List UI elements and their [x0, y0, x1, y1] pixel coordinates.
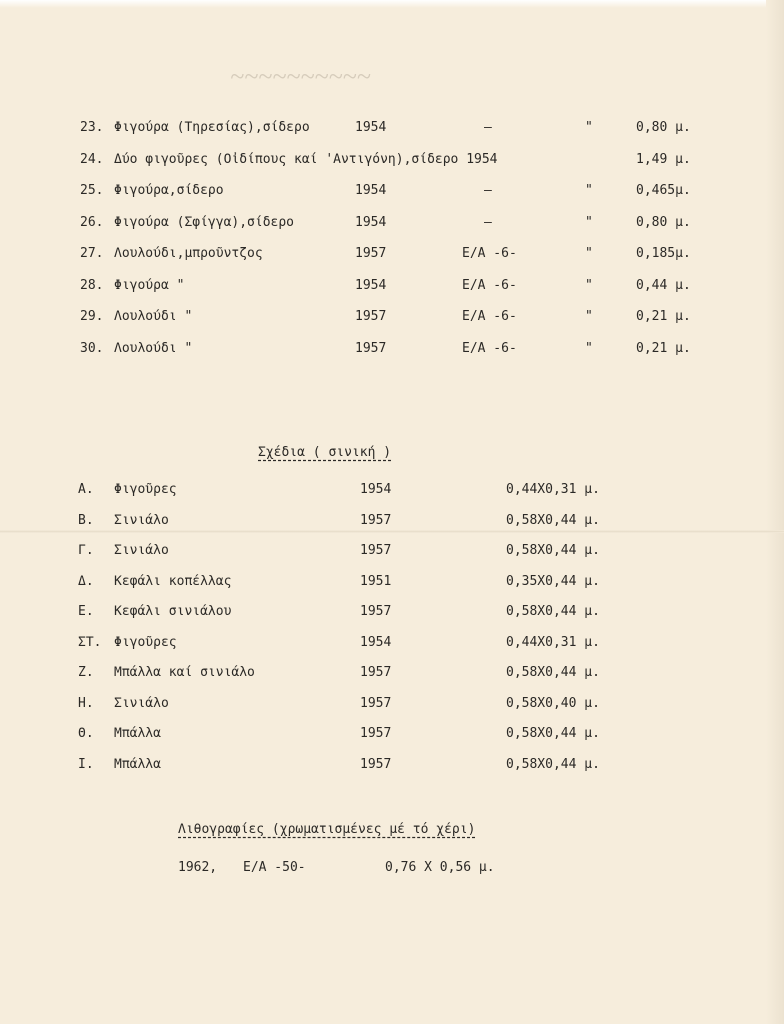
drawing-year: 1954 — [360, 634, 392, 650]
item-size: 1,49 μ. — [636, 151, 691, 167]
drawing-row — [0, 574, 784, 596]
drawing-row — [0, 543, 784, 565]
item-title: Φιγούρα " — [114, 277, 185, 293]
drawing-title: Σινιάλο — [114, 695, 169, 711]
sculpture-row — [0, 246, 784, 268]
drawing-title: Μπάλλα — [114, 756, 161, 772]
drawing-letter: H. — [78, 695, 94, 711]
sculpture-row — [0, 341, 784, 363]
page-top-edge — [0, 0, 784, 8]
item-number: 29. — [80, 309, 104, 324]
drawing-title: Φιγοῦρες — [114, 482, 177, 497]
sculpture-row — [0, 120, 784, 142]
drawing-row — [0, 696, 784, 718]
item-year: 1957 — [355, 246, 387, 261]
item-size: 0,21 μ. — [636, 340, 691, 356]
drawing-year: 1957 — [360, 665, 392, 680]
drawing-title: Σινιάλο — [114, 512, 169, 528]
item-number: 26. — [80, 214, 104, 230]
item-number: 30. — [80, 340, 104, 356]
drawing-title: Κεφάλι σινιάλου — [114, 604, 232, 619]
drawing-year: 1957 — [360, 726, 392, 741]
item-size: 0,44 μ. — [636, 277, 691, 293]
drawing-letter: B. — [78, 512, 94, 528]
drawing-size: 0,58X0,44 μ. — [506, 604, 600, 619]
item-edition: E/A -6- — [462, 246, 517, 261]
drawing-title: Μπάλλα καί σινιάλο — [114, 665, 255, 680]
drawing-row — [0, 604, 784, 626]
item-size: 0,80 μ. — [636, 120, 691, 135]
drawing-row — [0, 665, 784, 687]
item-title: Φιγούρα (Σφίγγα),σίδερο — [114, 214, 295, 230]
drawing-title: Μπάλλα — [114, 726, 161, 741]
drawing-title: Σινιάλο — [114, 543, 169, 558]
lithograph-edition: E/A -50- — [243, 860, 306, 875]
drawing-size: 0,58X0,40 μ. — [506, 695, 600, 711]
drawing-year: 1954 — [360, 482, 392, 497]
drawing-row — [0, 482, 784, 504]
drawing-row — [0, 635, 784, 657]
item-size: 0,21 μ. — [636, 309, 691, 324]
drawing-letter: I. — [78, 756, 94, 772]
item-number: 27. — [80, 246, 104, 261]
item-number: 23. — [80, 120, 104, 135]
drawing-size: 0,35X0,44 μ. — [506, 573, 600, 589]
item-title: Λουλούδι " — [114, 309, 193, 324]
drawing-size: 0,58X0,44 μ. — [506, 512, 600, 528]
item-title: Φιγούρα (Τηρεσίας),σίδερο — [114, 120, 310, 135]
drawing-row — [0, 513, 784, 535]
drawings-heading: Σχέδια ( σινική ) — [258, 445, 392, 460]
drawing-size: 0,58X0,44 μ. — [506, 726, 600, 741]
item-year: 1957 — [355, 309, 387, 324]
item-title: Λουλούδι " — [114, 340, 193, 356]
item-edition: E/A -6- — [462, 340, 517, 356]
lithograph-size: 0,76 X 0,56 μ. — [385, 860, 495, 875]
drawing-year: 1957 — [360, 543, 392, 558]
drawing-letter: E. — [78, 604, 94, 619]
item-ditto: " — [585, 340, 593, 356]
item-year: 1954 — [355, 214, 387, 230]
item-title: Φιγούρα,σίδερο — [114, 183, 224, 198]
drawing-size: 0,58X0,44 μ. — [506, 756, 600, 772]
item-size: 0,465μ. — [636, 183, 691, 198]
item-ditto: " — [585, 309, 593, 324]
item-edition: E/A -6- — [462, 309, 517, 324]
drawing-year: 1951 — [360, 573, 392, 589]
sculpture-row — [0, 152, 784, 174]
drawing-row — [0, 726, 784, 748]
item-title: Λουλούδι,μπροῦντζος — [114, 246, 263, 261]
drawing-row — [0, 757, 784, 779]
drawing-year: 1957 — [360, 695, 392, 711]
item-year: 1954 — [355, 183, 387, 198]
drawing-title: Κεφάλι κοπέλλας — [114, 573, 232, 589]
drawing-letter: Γ. — [78, 543, 94, 558]
item-year: 1957 — [355, 340, 387, 356]
item-ditto: " — [585, 214, 593, 230]
drawing-letter: Θ. — [78, 726, 94, 741]
item-dash: – — [484, 183, 492, 198]
item-year: 1954 — [355, 277, 387, 293]
item-title: Δύο φιγοῦρες (Οἰδίπους καί 'Αντιγόνη),σίδερο 1954 — [114, 151, 498, 167]
drawing-letter: A. — [78, 482, 94, 497]
item-number: 25. — [80, 183, 104, 198]
lithographs-heading: Λιθογραφίες (χρωματισμένες μέ τό χέρι) — [178, 822, 476, 837]
item-ditto: " — [585, 120, 593, 135]
drawing-letter: Z. — [78, 665, 94, 680]
drawing-year: 1957 — [360, 512, 392, 528]
drawing-title: Φιγοῦρες — [114, 634, 177, 650]
item-dash: – — [484, 120, 492, 135]
drawing-size: 0,44X0,31 μ. — [506, 482, 600, 497]
item-size: 0,80 μ. — [636, 214, 691, 230]
lithograph-year: 1962, — [178, 860, 218, 875]
sculpture-row — [0, 309, 784, 331]
sculpture-row — [0, 278, 784, 300]
sculpture-row — [0, 215, 784, 237]
drawing-size: 0,44X0,31 μ. — [506, 634, 600, 650]
item-size: 0,185μ. — [636, 246, 691, 261]
drawing-year: 1957 — [360, 604, 392, 619]
item-year: 1954 — [355, 120, 387, 135]
drawing-size: 0,58X0,44 μ. — [506, 543, 600, 558]
item-number: 24. — [80, 151, 104, 167]
item-number: 28. — [80, 277, 104, 293]
drawing-letter: ΣΤ. — [78, 634, 102, 650]
drawing-size: 0,58X0,44 μ. — [506, 665, 600, 680]
item-ditto: " — [585, 277, 593, 293]
item-ditto: " — [585, 246, 593, 261]
faint-handwriting-mark: ~~~~~~~~~~ — [230, 62, 371, 91]
item-ditto: " — [585, 183, 593, 198]
item-dash: – — [484, 214, 492, 230]
drawing-letter: Δ. — [78, 573, 94, 589]
item-edition: E/A -6- — [462, 277, 517, 293]
drawing-year: 1957 — [360, 756, 392, 772]
sculpture-row — [0, 183, 784, 205]
